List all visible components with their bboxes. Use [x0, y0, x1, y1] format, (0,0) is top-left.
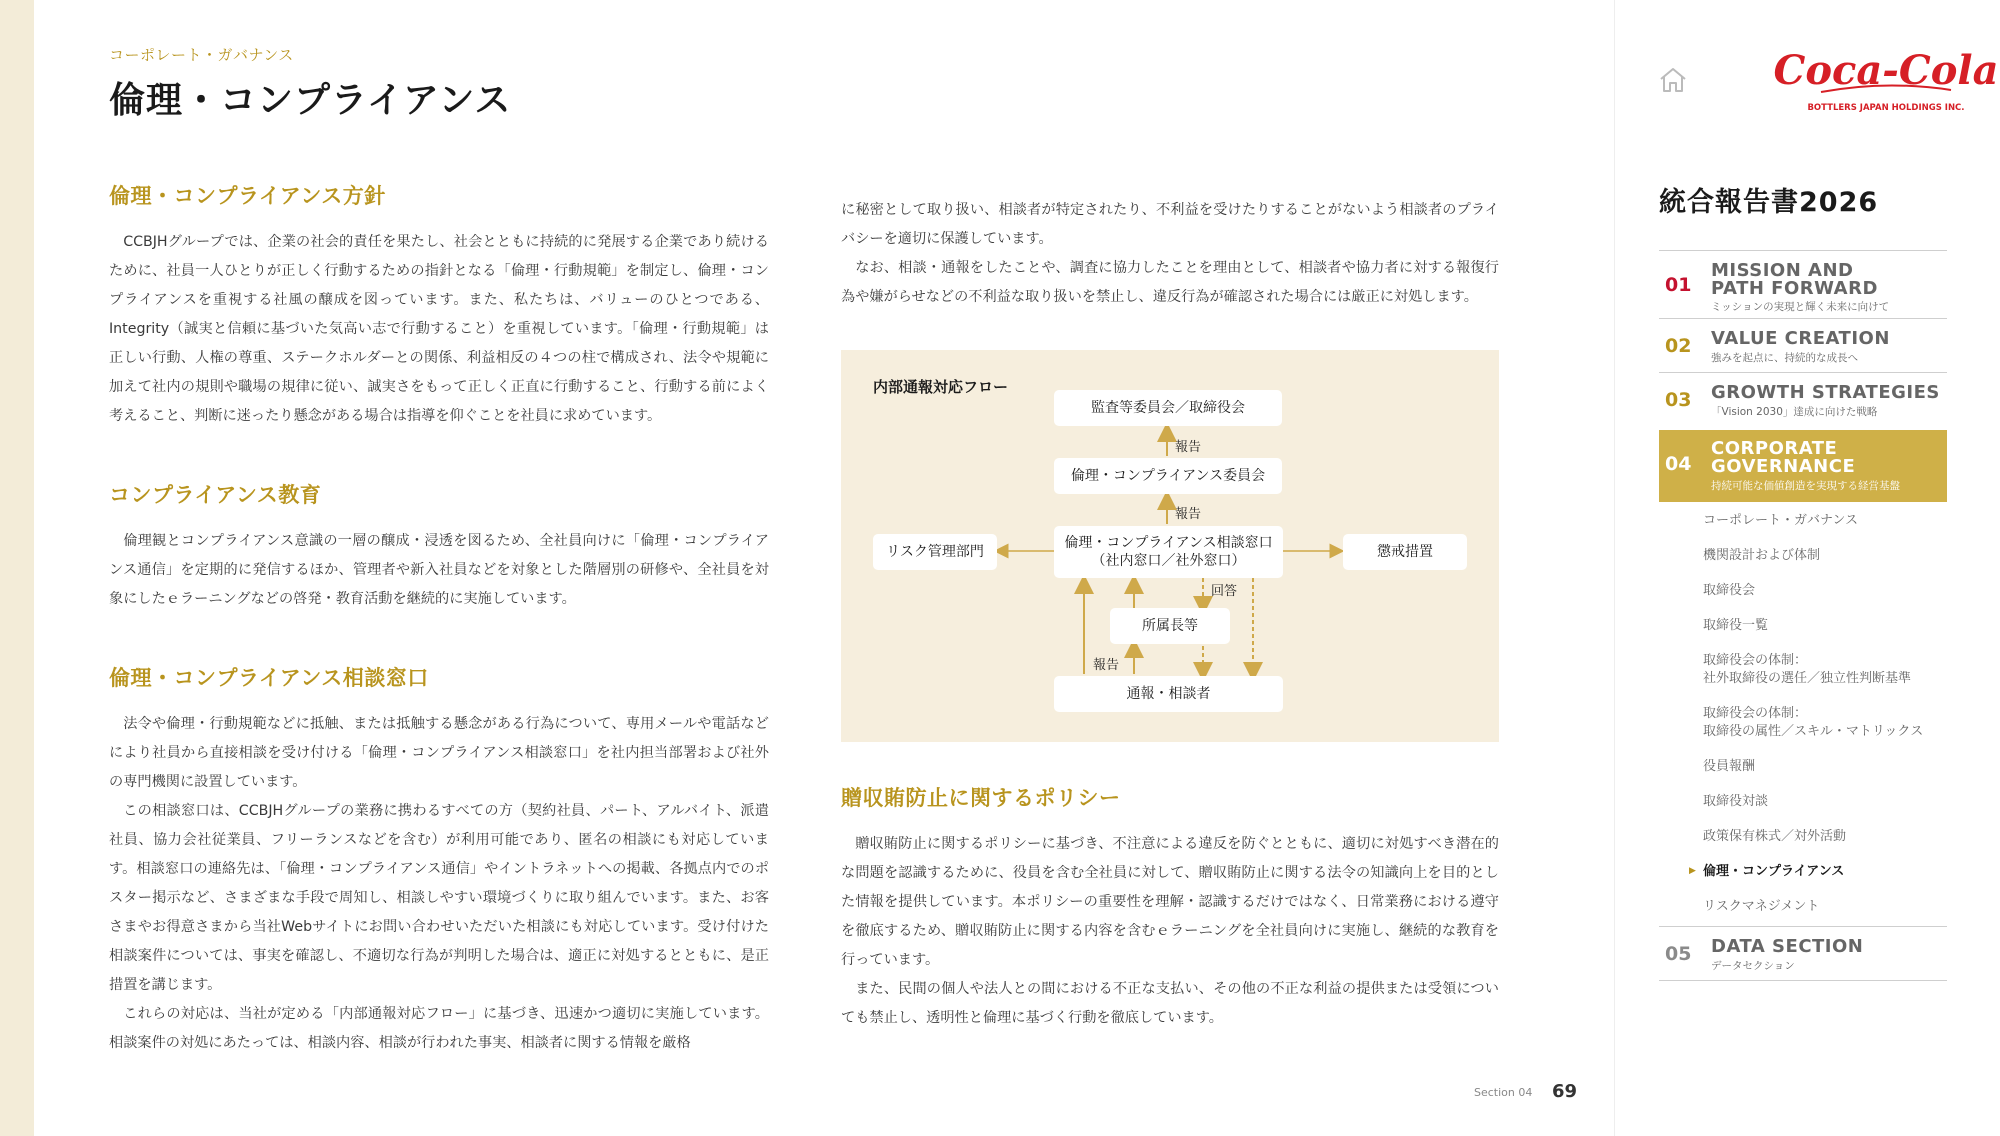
flow-label-report: 報告 — [1175, 440, 1202, 455]
flow-node-hotline — [1054, 526, 1283, 578]
nav-title: GOVERNANCE — [1711, 456, 1856, 477]
svg-text:Coca-Cola: Coca-Cola — [1773, 47, 1999, 94]
nav-divider — [1659, 926, 1947, 927]
coca-cola-logo[interactable] — [1773, 40, 1999, 120]
sub-nav-item[interactable]: 政策保有株式／対外活動 — [1703, 829, 1847, 844]
nav-title: GROWTH STRATEGIES — [1711, 382, 1940, 403]
nav-title: VALUE CREATION — [1711, 328, 1890, 349]
flow-label-report: 報告 — [1093, 658, 1120, 673]
nav-item-data-section[interactable] — [1659, 930, 1947, 976]
hotline-paragraph: これらの対応は、当社が定める「内部通報対応フロー」に基づき、迅速かつ適切に実施しています。相談案件の対処にあたっては、相談内容、相談が行われた事実、相談者に関する情報を厳格 — [109, 1006, 769, 1051]
nav-title: DATA SECTION — [1711, 936, 1864, 957]
sub-nav-item-line2: 社外取締役の選任／独立性判断基準 — [1703, 671, 1912, 686]
section-heading-hotline: 倫理・コンプライアンス相談窓口 — [109, 666, 429, 690]
current-page-caret-icon: ▶ — [1689, 866, 1696, 876]
nav-divider — [1659, 980, 1947, 981]
nav-number: 03 — [1665, 389, 1692, 411]
main-content — [34, 0, 1614, 1136]
nav-title: MISSION AND — [1711, 260, 1854, 281]
bribery-paragraph: 贈収賄防止に関するポリシーに基づき、不注意による違反を防ぐとともに、適切に対処すべき潜在的な問題を認識するために、役員を含む全社員に対して、贈収賄防止に関する法令の知識向上を目的とした情報を提供しています。本ポリシーの重要性を理解・認識するだけではなく、日常業務における遵守を徹底するため、贈収賄防止に関する内容を含むｅラーニングを全社員向けに実施し、継続的な教育を行っています。 — [841, 836, 1499, 968]
flow-label-answer: 回答 — [1211, 584, 1238, 599]
left-margin-strip — [0, 0, 34, 1136]
page-number: 69 — [1552, 1081, 1578, 1102]
home-icon[interactable] — [1657, 64, 1689, 96]
sub-nav-item-line2: 取締役の属性／スキル・マトリックス — [1703, 724, 1924, 739]
policy-paragraph: CCBJHグループでは、企業の社会的責任を果たし、社会とともに持続的に発展する企業であり続けるために、社員一人ひとりが正しく行動するための指針となる「倫理・行動規範」を制定し、倫理・コンプライアンスを重視する社風の醸成を図っています。また、私たちは、バリューのひとつである、Integrity（誠実と信頼に基づいた気高い志で行動すること）を重視しています。「倫理・行動規範」は正しい行動、人権の尊重、ステークホルダーとの関係、利益相反の４つの柱で構成され、法令や規範に加えて社内の規則や職場の規律に従い、誠実さをもって正しく正直に行動すること、行動する前によく考えること、判断に迷ったり懸念がある場合は指導を仰ぐことを社員に求めています。 — [109, 234, 769, 424]
page-title: 倫理・コンプライアンス — [109, 80, 512, 121]
sub-nav-item[interactable]: 取締役一覧 — [1703, 618, 1769, 633]
hotline-paragraph: 法令や倫理・行動規範などに抵触、または抵触する懸念がある行為について、専用メールや電話などにより社員から直接相談を受け付ける「倫理・コンプライアンス相談窓口」を社内担当部署および社外の専門機関に設置しています。 — [109, 716, 769, 790]
footer-section-label: Section 04 — [1474, 1086, 1533, 1099]
bribery-paragraph: また、民間の個人や法人との間における不正な支払い、その他の不正な利益の提供または受領についても禁止し、透明性と倫理に基づく行動を徹底しています。 — [841, 981, 1499, 1026]
nav-title: CORPORATE — [1711, 438, 1838, 459]
sub-nav-item[interactable] — [1703, 705, 1923, 741]
sub-nav-item-line1: 取締役会の体制： — [1703, 653, 1808, 668]
sub-nav-item-active[interactable]: 倫理・コンプライアンス — [1703, 864, 1845, 879]
flow-node-hotline-line1: 倫理・コンプライアンス相談窓口 — [1064, 535, 1273, 551]
nav-divider — [1659, 318, 1947, 319]
sub-nav-item[interactable] — [1703, 652, 1911, 688]
sidebar-navigation — [1614, 0, 2000, 1136]
breadcrumb: コーポレート・ガバナンス — [109, 46, 294, 64]
sub-nav-item[interactable]: 役員報酬 — [1703, 759, 1756, 774]
flow-node-hotline-line2: （社内窓口／社外窓口） — [1091, 553, 1246, 569]
nav-subtitle: 持続可能な価値創造を実現する経営基盤 — [1711, 480, 1900, 492]
flow-node-risk-management: リスク管理部門 — [873, 534, 997, 570]
flow-node-manager: 所属長等 — [1110, 608, 1230, 644]
nav-number: 01 — [1665, 274, 1692, 296]
nav-subtitle: データセクション — [1711, 960, 1795, 972]
sub-nav-item[interactable]: 取締役対談 — [1703, 794, 1769, 809]
hotline-continued-paragraph: なお、相談・通報をしたことや、調査に協力したことを理由として、相談者や協力者に対する報復行為や嫌がらせなどの不利益な取り扱いを禁止し、違反行為が確認された場合には厳正に対処します。 — [841, 260, 1499, 305]
right-column — [841, 196, 1499, 312]
nav-number: 05 — [1665, 943, 1692, 965]
nav-number: 04 — [1665, 453, 1692, 475]
report-title: 統合報告書2026 — [1659, 187, 1879, 218]
sub-nav-item-line1: 取締役会の体制： — [1703, 706, 1808, 721]
nav-item-growth-strategies[interactable] — [1659, 376, 1947, 422]
nav-title: PATH FORWARD — [1711, 278, 1878, 299]
section-heading-policy: 倫理・コンプライアンス方針 — [109, 184, 386, 208]
whistleblowing-flow-diagram — [841, 350, 1499, 742]
nav-number: 02 — [1665, 335, 1692, 357]
flow-node-reporter: 通報・相談者 — [1054, 676, 1283, 712]
sub-nav-item[interactable]: 取締役会 — [1703, 583, 1756, 598]
flow-label-report: 報告 — [1175, 507, 1202, 522]
sub-nav-item[interactable]: コーポレート・ガバナンス — [1703, 513, 1858, 528]
nav-divider — [1659, 372, 1947, 373]
nav-divider — [1659, 250, 1947, 251]
nav-subtitle: 「Vision 2030」達成に向けた戦略 — [1711, 406, 1878, 418]
nav-subtitle: ミッションの実現と輝く未来に向けて — [1711, 301, 1890, 313]
flow-node-discipline: 懲戒措置 — [1343, 534, 1467, 570]
flow-title: 内部通報対応フロー — [873, 378, 1009, 396]
svg-text:BOTTLERS JAPAN HOLDINGS INC.: BOTTLERS JAPAN HOLDINGS INC. — [1807, 103, 1965, 113]
coca-cola-logo-mark — [1773, 40, 1999, 120]
left-column — [109, 180, 769, 1058]
nav-item-corporate-governance[interactable] — [1659, 430, 1947, 502]
nav-subtitle: 強みを起点に、持続的な成長へ — [1711, 352, 1858, 364]
flow-node-committee: 倫理・コンプライアンス委員会 — [1054, 458, 1282, 494]
section-heading-bribery: 贈収賄防止に関するポリシー — [841, 786, 1121, 810]
education-paragraph: 倫理観とコンプライアンス意識の一層の醸成・浸透を図るため、全社員向けに「倫理・コンプライアンス通信」を定期的に発信するほか、管理者や新入社員などを対象とした階層別の研修や、全社員を対象にしたｅラーニングなどの啓発・教育活動を継続的に実施しています。 — [109, 533, 769, 607]
nav-item-value-creation[interactable] — [1659, 322, 1947, 368]
bribery-section — [841, 782, 1499, 1033]
hotline-paragraph: この相談窓口は、CCBJHグループの業務に携わるすべての方（契約社員、パート、アルバイト、派遣社員、協力会社従業員、フリーランスなどを含む）が利用可能であり、匿名の相談にも対応しています。相談窓口の連絡先は、「倫理・コンプライアンス通信」やイントラネットへの掲載、各拠点内でのポスター掲示など、さまざまな手段で周知し、相談しやすい環境づくりに取り組んでいます。また、お客さまやお得意さまから当社Webサイトにお問い合わせいただいた相談にも対応しています。受け付けた相談案件については、事実を確認し、不適切な行為が判明した場合は、適正に対処するとともに、是正措置を講じます。 — [109, 803, 769, 993]
section-heading-education: コンプライアンス教育 — [109, 483, 322, 507]
hotline-continued-paragraph: に秘密として取り扱い、相談者が特定されたり、不利益を受けたりすることがないよう相談者のプライバシーを適切に保護しています。 — [841, 202, 1499, 247]
flow-node-audit: 監査等委員会／取締役会 — [1054, 390, 1282, 426]
sub-nav-item[interactable]: リスクマネジメント — [1703, 899, 1820, 914]
nav-item-mission[interactable] — [1659, 254, 1947, 314]
sub-nav-item[interactable]: 機関設計および体制 — [1703, 548, 1821, 563]
